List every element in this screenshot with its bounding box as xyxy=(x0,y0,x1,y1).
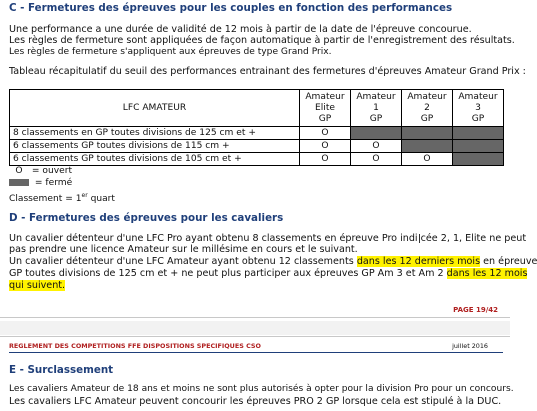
header-amateur-1 xyxy=(351,90,402,127)
closed-label: = fermé xyxy=(34,178,73,188)
row-label: 8 classements en GP toutes divisions de 125 cm et + xyxy=(10,127,300,140)
header-line: Amateur xyxy=(458,91,498,102)
section-c-title: C - Fermetures des épreuves pour les couples en fonction des performances xyxy=(9,2,453,14)
open-label: = ouvert xyxy=(31,166,73,176)
cell-open: O xyxy=(402,153,453,166)
page-gap xyxy=(0,321,510,335)
page-number: PAGE 19/42 xyxy=(453,306,498,314)
header-line: GP xyxy=(471,113,485,124)
page-break-bottom xyxy=(0,336,510,337)
header-line: GP xyxy=(318,113,332,124)
section-d-p1-line-1 xyxy=(9,233,526,245)
rank-suffix: quart xyxy=(87,194,115,205)
header-line: 3 xyxy=(475,102,481,113)
header-line: GP xyxy=(420,113,434,124)
text-run: cée 2, 1, Elite ne peut xyxy=(420,233,527,244)
closure-threshold-table xyxy=(9,89,504,166)
header-amateur-3 xyxy=(453,90,504,127)
section-c-line-3: Les règles de fermeture s'appliquent aux épreuves de type Grand Prix. xyxy=(9,47,332,57)
header-line: Amateur xyxy=(407,91,447,102)
section-d-title: D - Fermetures des épreuves pour les cavaliers xyxy=(9,212,284,224)
section-e-line-1: Les cavaliers Amateur de 18 ans et moins ne sont plus autorisés à opter pour la division Pro pour un concours. xyxy=(9,384,514,394)
cell-closed xyxy=(351,127,402,140)
closed-swatch xyxy=(9,179,29,186)
text-run: GP toutes divisions de 125 cm et + ne peut plus participer aux épreuves GP Am 3 et Am 2 xyxy=(9,268,447,279)
header-line: 2 xyxy=(424,102,430,113)
row-label: 6 classements GP toutes divisions de 105 cm et + xyxy=(10,153,300,166)
text-run: en épreuve xyxy=(480,256,537,267)
section-d-p2-line-1 xyxy=(9,256,537,268)
row-label: 6 classements GP toutes divisions de 115 cm + xyxy=(10,140,300,153)
table-row xyxy=(10,127,504,140)
section-d-p2-line-3 xyxy=(9,280,65,292)
header-line: Amateur xyxy=(356,91,396,102)
legend-open xyxy=(9,166,72,177)
table-intro: Tableau récapitulatif du seuil des performances entrainant des fermetures d'épreuves Amateur Grand Prix : xyxy=(9,66,526,77)
section-c-line-1: Une performance a une durée de validité de 12 mois à partir de la date de l'épreuve concourue. xyxy=(9,24,472,35)
cell-open: O xyxy=(351,153,402,166)
table-row xyxy=(10,140,504,153)
cell-open: O xyxy=(300,140,351,153)
text-cursor xyxy=(419,234,420,243)
header-lfc-amateur: LFC AMATEUR xyxy=(10,90,300,127)
header-amateur-elite xyxy=(300,90,351,127)
cell-closed xyxy=(453,140,504,153)
section-e-title: E - Surclassement xyxy=(9,364,114,376)
legend-rank xyxy=(9,190,115,205)
running-head-rule xyxy=(9,352,503,353)
table-header-row xyxy=(10,90,504,127)
header-amateur-2 xyxy=(402,90,453,127)
section-d-p2-line-2 xyxy=(9,268,527,280)
cell-open: O xyxy=(351,140,402,153)
page-break-top xyxy=(0,317,510,318)
section-d-p1-line-2: pas prendre une licence Amateur sur le millésime en cours et le suivant. xyxy=(9,244,358,255)
header-line: Amateur xyxy=(305,91,345,102)
legend-closed xyxy=(9,178,72,189)
cell-closed xyxy=(402,127,453,140)
cell-open: O xyxy=(300,127,351,140)
cell-closed xyxy=(453,153,504,166)
header-line: Elite xyxy=(315,102,335,113)
cell-open: O xyxy=(300,153,351,166)
section-c-line-2: Les règles de fermeture sont appliquées de façon automatique à partir de l'enregistrement des résultats. xyxy=(9,35,515,46)
section-e-line-2: Les cavaliers LFC Amateur peuvent concourir les épreuves PRO 2 GP lorsque cela est stipulé à la DUC. xyxy=(9,396,502,407)
running-head: REGLEMENT DES COMPETITIONS FFE DISPOSITIONS SPECIFIQUES CSO xyxy=(9,342,261,350)
highlighted-text: qui suivent. xyxy=(9,280,66,291)
table-row xyxy=(10,153,504,166)
rank-text: Classement = 1 xyxy=(9,194,82,205)
running-head-date: juillet 2016 xyxy=(452,342,488,350)
text-run: Un cavalier détenteur d'une LFC Amateur ayant obtenu 12 classements xyxy=(9,256,357,267)
rank-sup: er xyxy=(81,192,88,199)
highlighted-text: dans les 12 derniers mois xyxy=(356,256,481,267)
header-line: GP xyxy=(369,113,383,124)
highlighted-text: dans les 12 mois xyxy=(446,268,528,279)
open-symbol: O xyxy=(15,166,23,176)
text-run: Un cavalier détenteur d'une LFC Pro ayant obtenu 8 classements en épreuve Pro indi xyxy=(9,233,418,244)
cell-closed xyxy=(402,140,453,153)
cell-closed xyxy=(453,127,504,140)
header-line: 1 xyxy=(373,102,379,113)
